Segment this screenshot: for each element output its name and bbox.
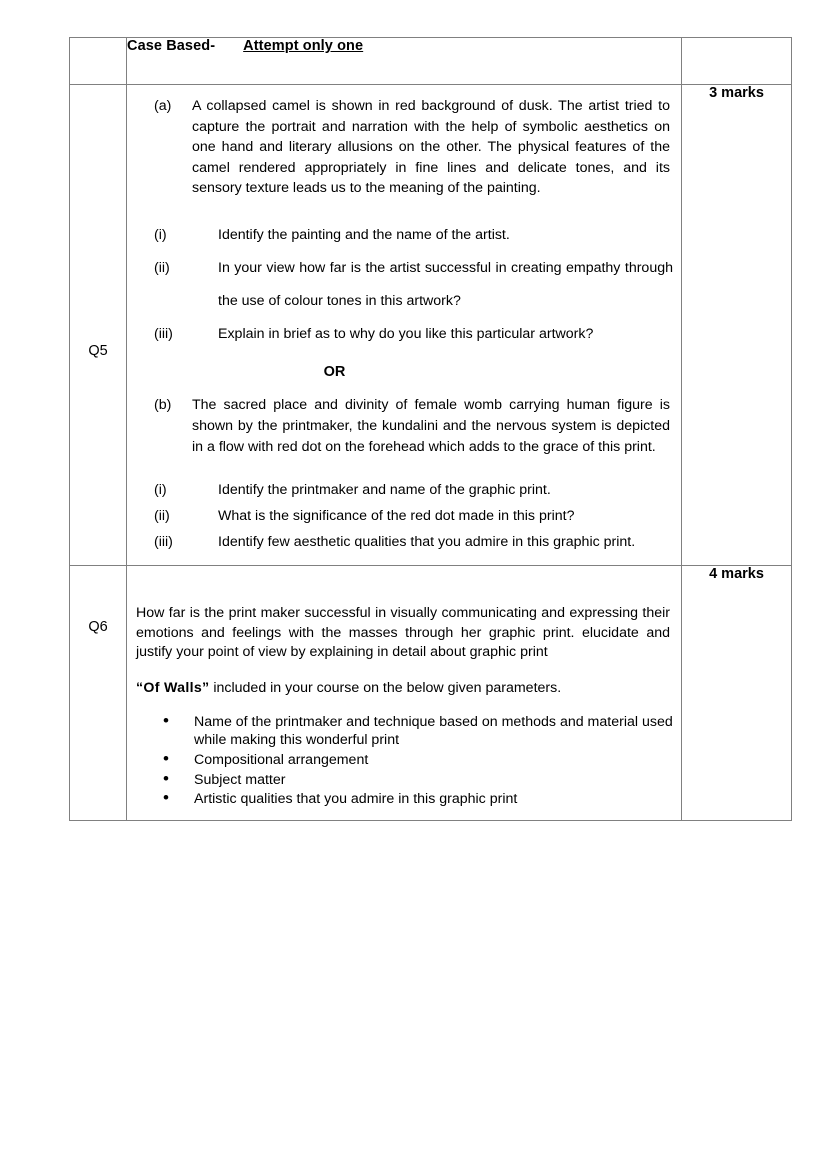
- option-a-tag: (a): [154, 98, 172, 114]
- option-b-tag: (b): [154, 397, 172, 414]
- list-item-text: Artistic qualities that you admire in this graphic print: [194, 791, 518, 808]
- q6-parameter-list: [136, 710, 673, 809]
- q6-paragraph: How far is the print maker successful in visually communicating and expressing their emotions and feelings with the masses through her graphic print. elucidate and justify your point of view by explaining in detail about graphic print: [136, 605, 670, 661]
- list-item-text: Subject matter: [194, 771, 286, 788]
- question-number-cell-q5: [70, 85, 127, 566]
- bullet-icon: •: [163, 710, 169, 730]
- table-row: [70, 566, 792, 821]
- or-divider: OR: [323, 363, 346, 380]
- option-b-text: The sacred place and divinity of female womb carrying human figure is shown by the printmaker, the kundalini and the nervous system is depicted in a flow with red dot on the forehead which adds to the grace of this print.: [192, 397, 670, 455]
- sub-question-text: Identify the printmaker and name of the graphic print.: [218, 482, 551, 499]
- list-item: [136, 790, 673, 809]
- header-title-cell: [127, 38, 682, 85]
- option-b-paragraph: [136, 395, 670, 457]
- option-a-paragraph: [136, 96, 670, 199]
- sub-question-tag: (iii): [154, 534, 173, 551]
- marks-cell-q5: [682, 85, 792, 566]
- sub-question-tag: (ii): [154, 508, 170, 525]
- sub-question-tag: (iii): [154, 325, 173, 342]
- question-number-label: Q5: [88, 343, 108, 359]
- sub-question-text: Identify few aesthetic qualities that you admire in this graphic print.: [218, 534, 636, 551]
- bullet-icon: •: [163, 749, 169, 769]
- sub-question-text: In your view how far is the artist successful in creating empathy through the use of colour tones in this artwork?: [218, 259, 673, 309]
- question-body-inner-q6: [127, 566, 681, 820]
- option-a-text: A collapsed camel is shown in red background of dusk. The artist tried to capture the portrait and narration with the help of symbolic aesthetics on one hand and literary allusions on the other. The physical features of the camel rendered appropriately in fine lines and delicate tones, and its sensory texture leads us to the meaning of the painting.: [192, 98, 670, 197]
- question-table: [69, 37, 792, 821]
- header-qno-cell: [70, 38, 127, 85]
- question-body-cell-q6: [127, 566, 682, 821]
- sub-question-tag: (ii): [154, 259, 170, 276]
- marks-label: 3 marks: [709, 85, 764, 101]
- list-item: [136, 710, 673, 750]
- table-row: [70, 85, 792, 566]
- option-a-sub-question-ii: [136, 252, 673, 318]
- spacer: [136, 199, 673, 219]
- case-based-label: Case Based-: [127, 38, 216, 54]
- sub-question-text: Explain in brief as to why do you like this particular artwork?: [218, 325, 594, 342]
- marks-cell-q6: [682, 566, 792, 821]
- option-a-sub-question-i: [136, 219, 673, 252]
- header-marks-cell: [682, 38, 792, 85]
- option-b-sub-question-iii: [136, 529, 673, 555]
- list-item: [136, 751, 673, 770]
- q6-subtitle-rest: included in your course on the below given parameters.: [209, 680, 562, 697]
- list-item: [136, 768, 673, 790]
- bullet-icon: •: [163, 788, 169, 808]
- marks-label: 4 marks: [709, 566, 764, 583]
- sub-question-text: Identify the painting and the name of the artist.: [218, 226, 510, 243]
- q6-print-title: “Of Walls”: [136, 680, 210, 697]
- spacer: [136, 571, 673, 604]
- question-number-cell-q6: [70, 566, 127, 821]
- spacer: [136, 379, 673, 389]
- table-header-row: [70, 38, 792, 85]
- option-a-sub-question-iii: [136, 318, 673, 351]
- sub-question-tag: (i): [154, 226, 167, 243]
- question-number-label: Q6: [88, 619, 108, 636]
- list-item-text: Name of the printmaker and technique based on methods and material used while making this wonderful print: [194, 713, 673, 749]
- option-b-sub-question-i: [136, 477, 673, 503]
- q6-subtitle-line: [136, 679, 673, 698]
- sub-question-tag: (i): [154, 482, 167, 499]
- bullet-icon: •: [163, 768, 169, 788]
- question-body-cell-q5: [127, 85, 682, 566]
- list-item-text: Compositional arrangement: [194, 752, 369, 769]
- attempt-only-one-note: Attempt only one: [243, 38, 364, 54]
- sub-question-text: What is the significance of the red dot made in this print?: [218, 508, 575, 525]
- spacer: [136, 457, 673, 477]
- option-b-sub-question-ii: [136, 503, 673, 529]
- question-body-inner-q5: [127, 85, 681, 565]
